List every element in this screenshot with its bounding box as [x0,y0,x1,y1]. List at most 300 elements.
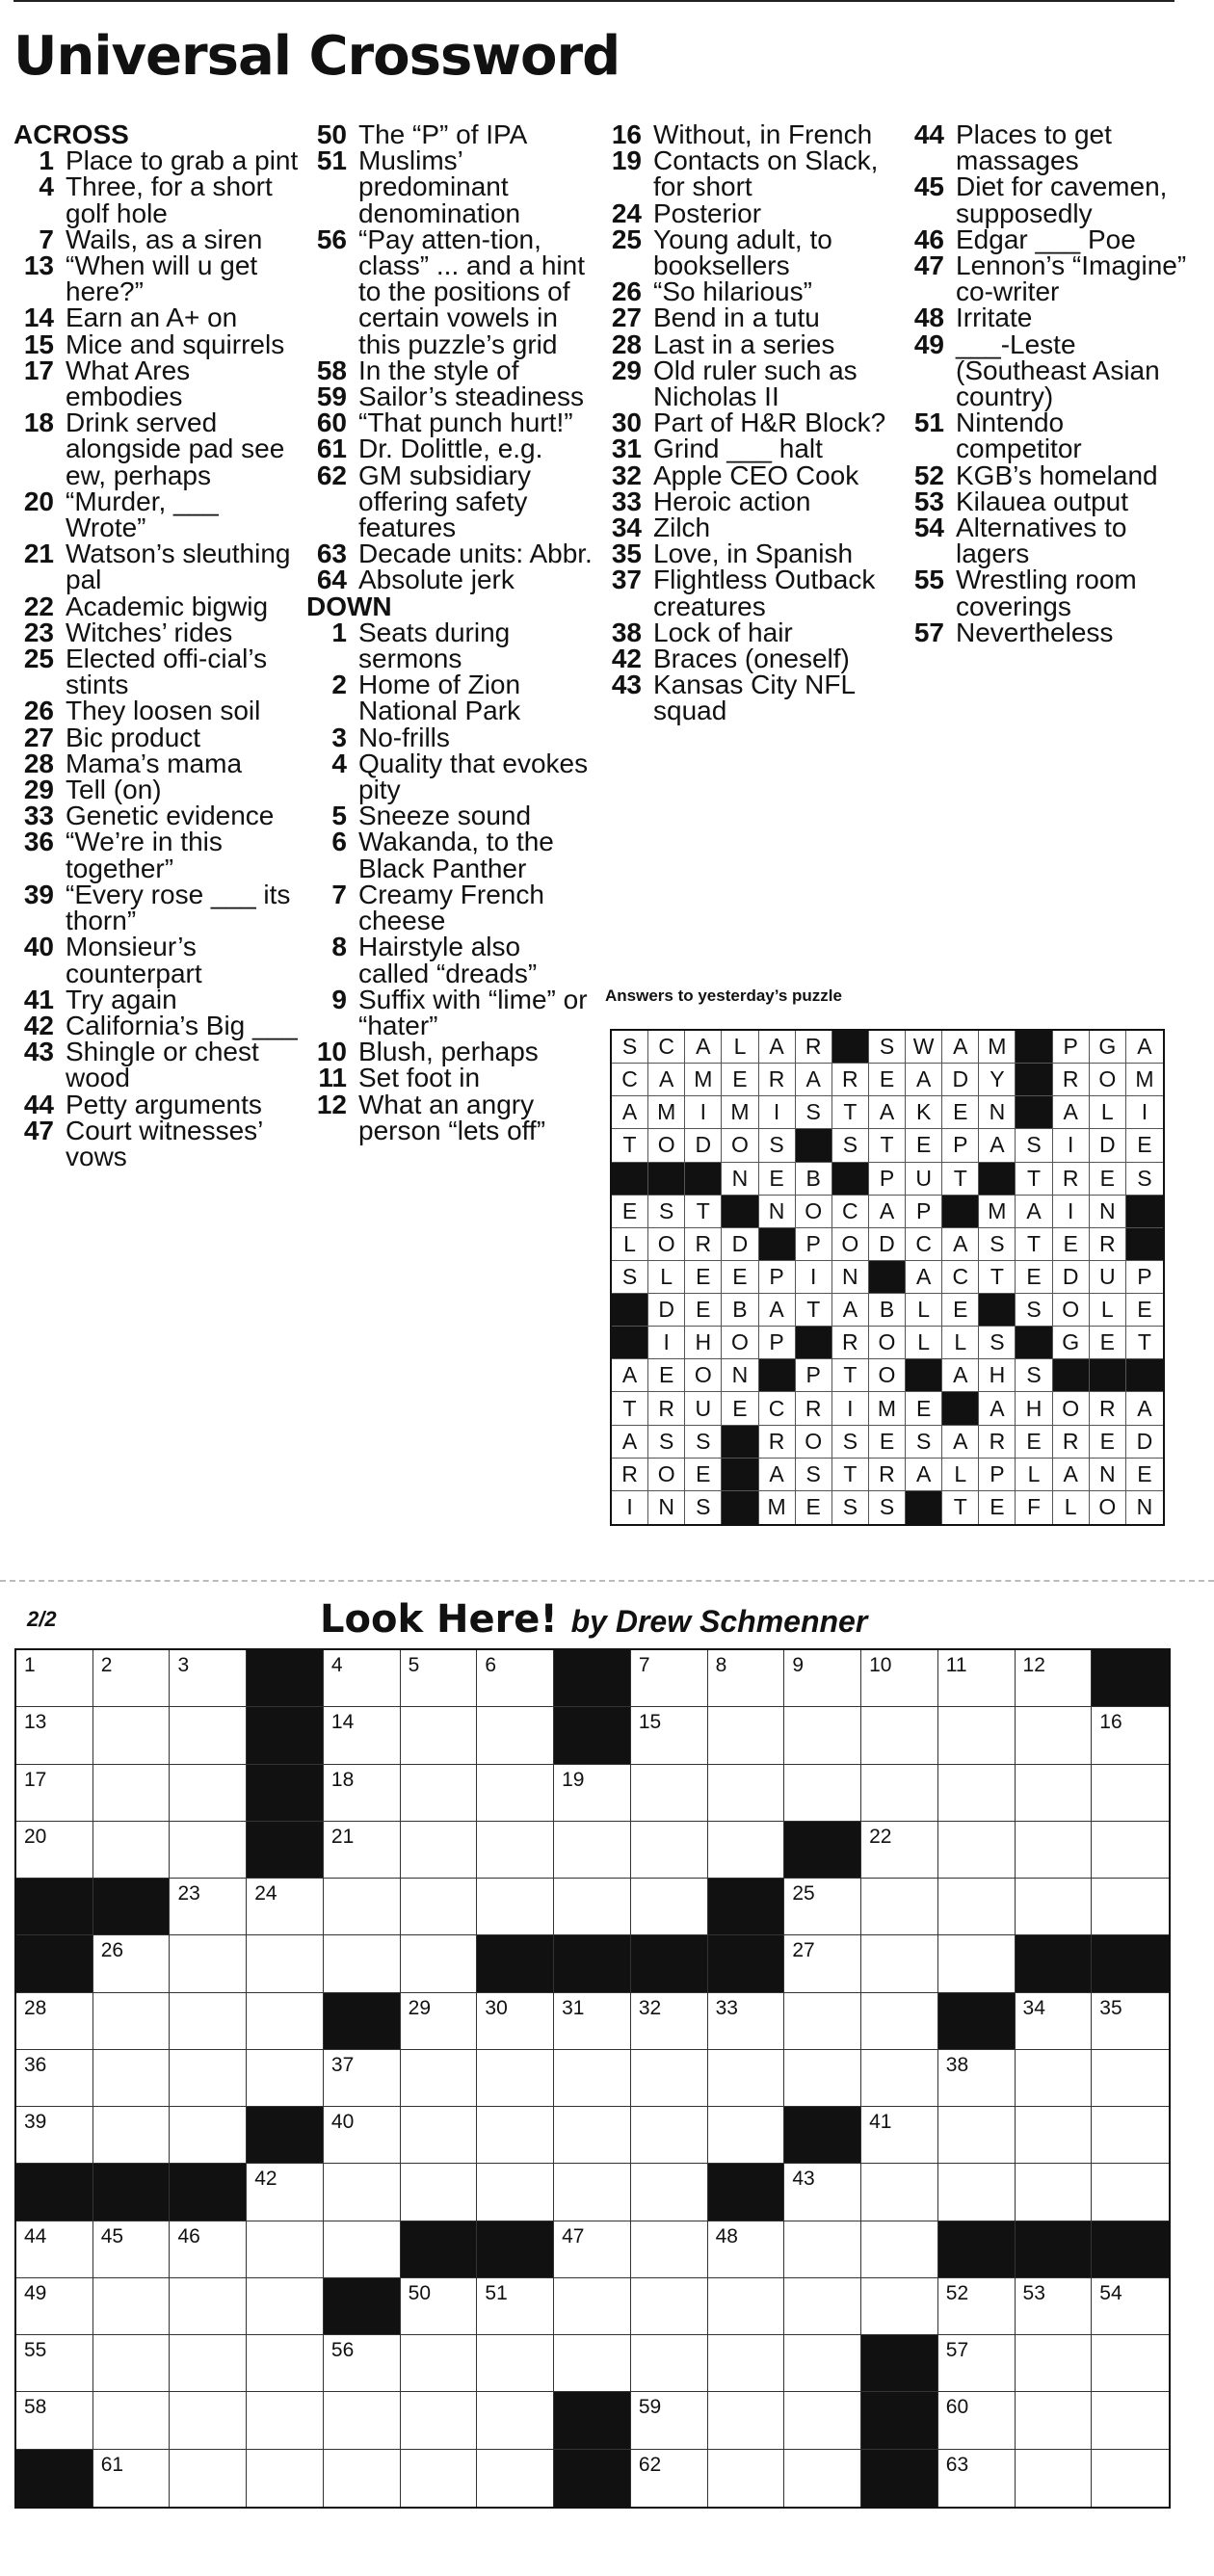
clue-text: Shingle or chest wood [66,1037,259,1093]
grid-cell[interactable] [1016,2392,1093,2449]
answer-cell: E [722,1261,758,1294]
cell-number: 28 [24,1996,47,2019]
grid-cell[interactable] [938,1765,1016,1822]
grid-cell[interactable] [247,1993,324,2050]
grid-cell[interactable] [554,2278,631,2335]
grid-cell[interactable] [554,2164,631,2221]
grid-cell[interactable] [401,1935,478,1992]
down-clue [904,407,1193,464]
answer-block [906,1491,942,1524]
grid-cell[interactable] [1016,2450,1093,2507]
grid-cell[interactable] [247,2278,324,2335]
grid-cell[interactable] [401,2050,478,2107]
grid-cell[interactable] [401,1765,478,1822]
grid-cell[interactable] [784,2278,861,2335]
grid-cell[interactable] [170,1822,247,1879]
grid-cell[interactable] [401,2278,478,2335]
grid-cell[interactable] [16,2107,93,2164]
grid-cell[interactable] [477,1765,554,1822]
grid-cell[interactable] [93,1822,171,1879]
grid-cell[interactable] [401,2164,478,2221]
answer-cell: A [942,1031,979,1064]
down-clue [601,121,890,147]
across-clue [13,593,303,619]
grid-cell[interactable] [938,1650,1016,1707]
grid-cell[interactable] [477,2335,554,2392]
grid-block [93,2164,171,2221]
grid-cell[interactable] [938,2335,1016,2392]
grid-cell[interactable] [324,2164,401,2221]
answer-block [1016,1064,1052,1096]
grid-cell[interactable] [784,1765,861,1822]
grid-cell[interactable] [938,2392,1016,2449]
grid-cell[interactable] [631,2050,708,2107]
grid-cell[interactable] [324,1707,401,1764]
grid-cell[interactable] [1092,2335,1169,2392]
grid-block [938,1993,1016,2050]
grid-cell[interactable] [1016,1707,1093,1764]
grid-cell[interactable] [861,2221,938,2278]
grid-cell[interactable] [1016,2164,1093,2221]
grid-cell[interactable] [708,1993,785,2050]
answer-cell: E [906,1392,942,1425]
cell-number: 32 [638,1996,662,2019]
grid-cell[interactable] [93,1993,171,2050]
grid-cell[interactable] [247,2450,324,2507]
answer-cell: A [942,1359,979,1392]
answer-cell: R [759,1064,796,1096]
grid-cell[interactable] [1092,1765,1169,1822]
grid-cell[interactable] [631,2278,708,2335]
page-number: 2/2 [27,1607,57,1631]
clue-number: 1 [39,145,54,176]
answer-cell: A [1053,1096,1090,1129]
grid-cell[interactable] [1092,2278,1169,2335]
clue-number: 28 [23,748,54,778]
down-clue [601,407,890,438]
answer-cell: O [869,1359,906,1392]
grid-cell[interactable] [861,1879,938,1935]
grid-cell[interactable] [324,1822,401,1879]
grid-cell[interactable] [16,2221,93,2278]
grid-cell[interactable] [938,1707,1016,1764]
cell-number: 16 [1099,1711,1122,1734]
down-clue [904,223,1193,254]
grid-cell[interactable] [477,1707,554,1764]
grid-cell[interactable] [708,2392,785,2449]
clue-column-1 [13,121,303,1170]
clue-number: 31 [611,434,642,464]
clue-text: Grind ___ halt [653,434,823,464]
down-clue [306,1065,595,1091]
grid-cell[interactable] [477,1822,554,1879]
grid-cell[interactable] [16,1822,93,1879]
grid-block [554,1935,631,1992]
grid-cell[interactable] [170,2278,247,2335]
grid-cell[interactable] [784,2164,861,2221]
clue-text: The “P” of IPA [358,119,528,149]
answer-cell: A [685,1031,722,1064]
clue-text: California’s Big ___ [66,1010,298,1040]
grid-cell[interactable] [1092,2107,1169,2164]
grid-cell[interactable] [1016,1993,1093,2050]
cell-number: 12 [1022,1654,1045,1676]
grid-cell[interactable] [631,1650,708,1707]
cell-number: 23 [177,1882,200,1906]
answer-cell: M [685,1064,722,1096]
grid-cell[interactable] [1016,1822,1093,1879]
grid-cell[interactable] [324,1879,401,1935]
answer-block [1016,1327,1052,1359]
clue-number: 43 [23,1037,54,1067]
grid-cell[interactable] [708,2221,785,2278]
grid-cell[interactable] [247,2221,324,2278]
grid-cell[interactable] [1092,2050,1169,2107]
grid-cell[interactable] [170,1993,247,2050]
grid-cell[interactable] [324,1650,401,1707]
clue-text: Young adult, to booksellers [653,223,832,281]
grid-cell[interactable] [784,2050,861,2107]
clue-text: Three, for a short golf hole [66,171,273,228]
grid-cell[interactable] [170,1935,247,1992]
answer-cell: S [648,1196,685,1228]
grid-cell[interactable] [170,2392,247,2449]
clue-text: Mama’s mama [66,748,243,778]
grid-cell[interactable] [631,1993,708,2050]
grid-cell[interactable] [708,1765,785,1822]
grid-cell[interactable] [938,2164,1016,2221]
grid-cell[interactable] [93,1935,171,1992]
clue-text: Monsieur’s counterpart [66,932,202,988]
grid-cell[interactable] [1092,1822,1169,1879]
across-clue [13,1012,303,1038]
grid-cell[interactable] [477,2050,554,2107]
grid-block [1092,1935,1169,1992]
grid-cell[interactable] [401,1822,478,1879]
grid-cell[interactable] [93,2050,171,2107]
grid-cell[interactable] [938,2450,1016,2507]
grid-cell[interactable] [247,2335,324,2392]
grid-cell[interactable] [554,2107,631,2164]
answer-cell: A [942,1426,979,1459]
cell-number: 18 [330,1768,355,1791]
grid-cell[interactable] [93,2107,171,2164]
grid-cell[interactable] [938,1879,1016,1935]
grid-cell[interactable] [938,2107,1016,2164]
grid-cell[interactable] [861,2278,938,2335]
down-clue [601,539,890,569]
clue-text: Posterior [653,197,762,228]
grid-cell[interactable] [554,2050,631,2107]
grid-cell[interactable] [554,1879,631,1935]
grid-cell[interactable] [401,2107,478,2164]
grid-cell[interactable] [631,2107,708,2164]
clue-text: Home of Zion National Park [358,670,521,726]
down-clue [904,331,1193,410]
grid-cell[interactable] [401,2450,478,2507]
grid-cell[interactable] [401,1650,478,1707]
grid-cell[interactable] [784,2335,861,2392]
grid-cell[interactable] [170,2335,247,2392]
grid-cell[interactable] [93,2335,171,2392]
grid-cell[interactable] [554,2335,631,2392]
grid-cell[interactable] [1016,2278,1093,2335]
grid-cell[interactable] [708,1822,785,1879]
clue-number: 49 [913,329,944,359]
answer-cell: S [869,1491,906,1524]
grid-cell[interactable] [477,2278,554,2335]
cell-number: 3 [177,1654,190,1676]
grid-cell[interactable] [401,1993,478,2050]
puzzle-byline: by Drew Schmenner [570,1604,868,1639]
grid-cell[interactable] [784,1993,861,2050]
grid-cell[interactable] [324,1765,401,1822]
answer-cell: C [759,1392,796,1425]
clue-text: Sneeze sound [358,801,532,831]
clue-number: 27 [23,722,54,752]
grid-cell[interactable] [477,1993,554,2050]
clue-number: 14 [23,302,54,333]
answer-cell: B [722,1294,758,1327]
grid-cell[interactable] [324,2050,401,2107]
grid-cell[interactable] [247,2050,324,2107]
clue-number: 16 [611,119,642,149]
grid-cell[interactable] [324,2392,401,2449]
clue-text: Dr. Dolittle, e.g. [358,434,543,464]
answer-block [722,1459,758,1491]
cell-number: 42 [254,2168,277,2191]
cell-number: 21 [330,1825,355,1848]
grid-cell[interactable] [93,1707,171,1764]
down-clue [904,619,1193,645]
grid-cell[interactable] [1016,2335,1093,2392]
answer-cell: S [832,1491,869,1524]
grid-cell[interactable] [631,2164,708,2221]
grid-cell[interactable] [324,2221,401,2278]
grid-cell[interactable] [861,1650,938,1707]
answer-block [648,1163,685,1196]
grid-cell[interactable] [247,2392,324,2449]
grid-cell[interactable] [784,1935,861,1992]
grid-cell[interactable] [1092,2392,1169,2449]
clue-number: 7 [331,879,347,909]
grid-cell[interactable] [1016,1765,1093,1822]
cell-number: 34 [1022,1996,1045,2019]
answer-block [612,1327,648,1359]
clue-number: 46 [913,223,944,254]
grid-cell[interactable] [708,1707,785,1764]
grid-cell[interactable] [324,2107,401,2164]
cell-number: 4 [330,1654,343,1676]
grid-cell[interactable] [784,2450,861,2507]
grid-cell[interactable] [784,1879,861,1935]
cell-number: 7 [638,1654,650,1676]
clue-number: 53 [913,486,944,516]
grid-cell[interactable] [861,1822,938,1879]
grid-cell[interactable] [938,1822,1016,1879]
answer-cell: S [796,1459,832,1491]
grid-cell[interactable] [1016,2050,1093,2107]
cell-number: 22 [869,1825,892,1848]
down-clue [601,434,890,464]
grid-cell[interactable] [93,2278,171,2335]
clue-number: 48 [913,302,944,333]
cell-number: 13 [24,1711,47,1734]
grid-cell[interactable] [861,1993,938,2050]
grid-cell[interactable] [784,1650,861,1707]
grid-cell[interactable] [708,1650,785,1707]
clue-number: 15 [23,329,54,359]
grid-cell[interactable] [247,2164,324,2221]
clue-number: 33 [611,486,642,516]
grid-cell[interactable] [861,1935,938,1992]
answer-cell: E [1053,1228,1090,1261]
grid-cell[interactable] [861,2050,938,2107]
grid-cell[interactable] [784,1707,861,1764]
grid-cell[interactable] [477,2107,554,2164]
grid-cell[interactable] [631,2335,708,2392]
down-clue [601,145,890,202]
grid-cell[interactable] [1092,2450,1169,2507]
answer-cell: I [612,1491,648,1524]
clue-text: Without, in French [653,119,873,149]
grid-cell[interactable] [631,2392,708,2449]
grid-cell[interactable] [401,2335,478,2392]
grid-cell[interactable] [861,2164,938,2221]
answer-cell: I [832,1392,869,1425]
grid-cell[interactable] [708,2278,785,2335]
cell-number: 1 [24,1654,36,1676]
grid-cell[interactable] [170,1879,247,1935]
grid-cell[interactable] [631,2221,708,2278]
grid-cell[interactable] [1092,2164,1169,2221]
grid-cell[interactable] [16,1707,93,1764]
answer-block [1053,1359,1090,1392]
grid-cell[interactable] [16,2335,93,2392]
grid-cell[interactable] [170,2221,247,2278]
across-clue [13,828,303,881]
grid-cell[interactable] [554,2221,631,2278]
grid-cell[interactable] [16,2278,93,2335]
grid-cell[interactable] [16,1765,93,1822]
answer-cell: T [1016,1228,1052,1261]
grid-cell[interactable] [324,2335,401,2392]
grid-cell[interactable] [401,1707,478,1764]
grid-cell[interactable] [170,1650,247,1707]
answer-cell: A [942,1228,979,1261]
grid-cell[interactable] [93,1765,171,1822]
grid-cell[interactable] [861,1765,938,1822]
grid-cell[interactable] [631,1879,708,1935]
answer-cell: A [1053,1459,1090,1491]
clue-number: 25 [23,644,54,674]
down-clue [601,619,890,645]
answer-cell: D [869,1228,906,1261]
grid-cell[interactable] [708,2107,785,2164]
grid-cell[interactable] [708,2050,785,2107]
grid-block [477,2221,554,2278]
grid-cell[interactable] [16,1650,93,1707]
grid-block [247,1707,324,1764]
grid-cell[interactable] [554,1822,631,1879]
grid-cell[interactable] [1092,1707,1169,1764]
grid-cell[interactable] [477,2392,554,2449]
grid-cell[interactable] [1016,1650,1093,1707]
grid-cell[interactable] [708,2450,785,2507]
grid-cell[interactable] [170,1707,247,1764]
grid-cell[interactable] [784,2392,861,2449]
grid-cell[interactable] [631,1765,708,1822]
grid-cell[interactable] [1016,1879,1093,1935]
clue-text: Academic bigwig [66,591,269,621]
grid-cell[interactable] [170,2050,247,2107]
grid-cell[interactable] [324,2450,401,2507]
clue-number: 26 [611,276,642,307]
grid-cell[interactable] [631,1822,708,1879]
answer-cell: R [979,1426,1016,1459]
grid-cell[interactable] [324,1935,401,1992]
grid-cell[interactable] [554,1765,631,1822]
grid-cell[interactable] [861,2107,938,2164]
grid-cell[interactable] [477,1879,554,1935]
grid-cell[interactable] [16,2392,93,2449]
grid-cell[interactable] [16,2050,93,2107]
grid-cell[interactable] [938,1935,1016,1992]
grid-block [247,2107,324,2164]
grid-cell[interactable] [631,2450,708,2507]
grid-cell[interactable] [1092,1993,1169,2050]
answer-cell: A [869,1196,906,1228]
grid-cell[interactable] [170,1765,247,1822]
grid-cell[interactable] [477,1650,554,1707]
grid-cell[interactable] [93,1650,171,1707]
grid-cell[interactable] [93,2392,171,2449]
grid-block [861,2335,938,2392]
answer-cell: O [722,1129,758,1162]
across-clue [306,434,595,464]
grid-cell[interactable] [170,2107,247,2164]
grid-cell[interactable] [784,2221,861,2278]
grid-cell[interactable] [554,1993,631,2050]
grid-cell[interactable] [938,2050,1016,2107]
answer-cell: N [1090,1196,1126,1228]
grid-cell[interactable] [708,2335,785,2392]
grid-cell[interactable] [170,2450,247,2507]
cell-number: 40 [330,2111,355,2134]
grid-cell[interactable] [401,2392,478,2449]
clue-number: 29 [23,775,54,805]
grid-cell[interactable] [401,1879,478,1935]
grid-cell[interactable] [247,1879,324,1935]
answer-cell: A [612,1426,648,1459]
grid-cell[interactable] [1092,1879,1169,1935]
cell-number: 8 [715,1654,727,1676]
grid-cell[interactable] [16,1993,93,2050]
grid-cell[interactable] [631,1707,708,1764]
grid-cell[interactable] [477,2164,554,2221]
grid-cell[interactable] [1016,2107,1093,2164]
grid-cell[interactable] [93,2450,171,2507]
down-clue [601,276,890,307]
grid-cell[interactable] [477,2450,554,2507]
cell-number: 25 [792,1882,815,1906]
grid-cell[interactable] [861,1707,938,1764]
grid-cell[interactable] [938,2278,1016,2335]
grid-cell[interactable] [93,2221,171,2278]
answer-cell: C [942,1261,979,1294]
grid-cell[interactable] [247,1935,324,1992]
clue-text: Wakanda, to the Black Panther [358,827,554,883]
